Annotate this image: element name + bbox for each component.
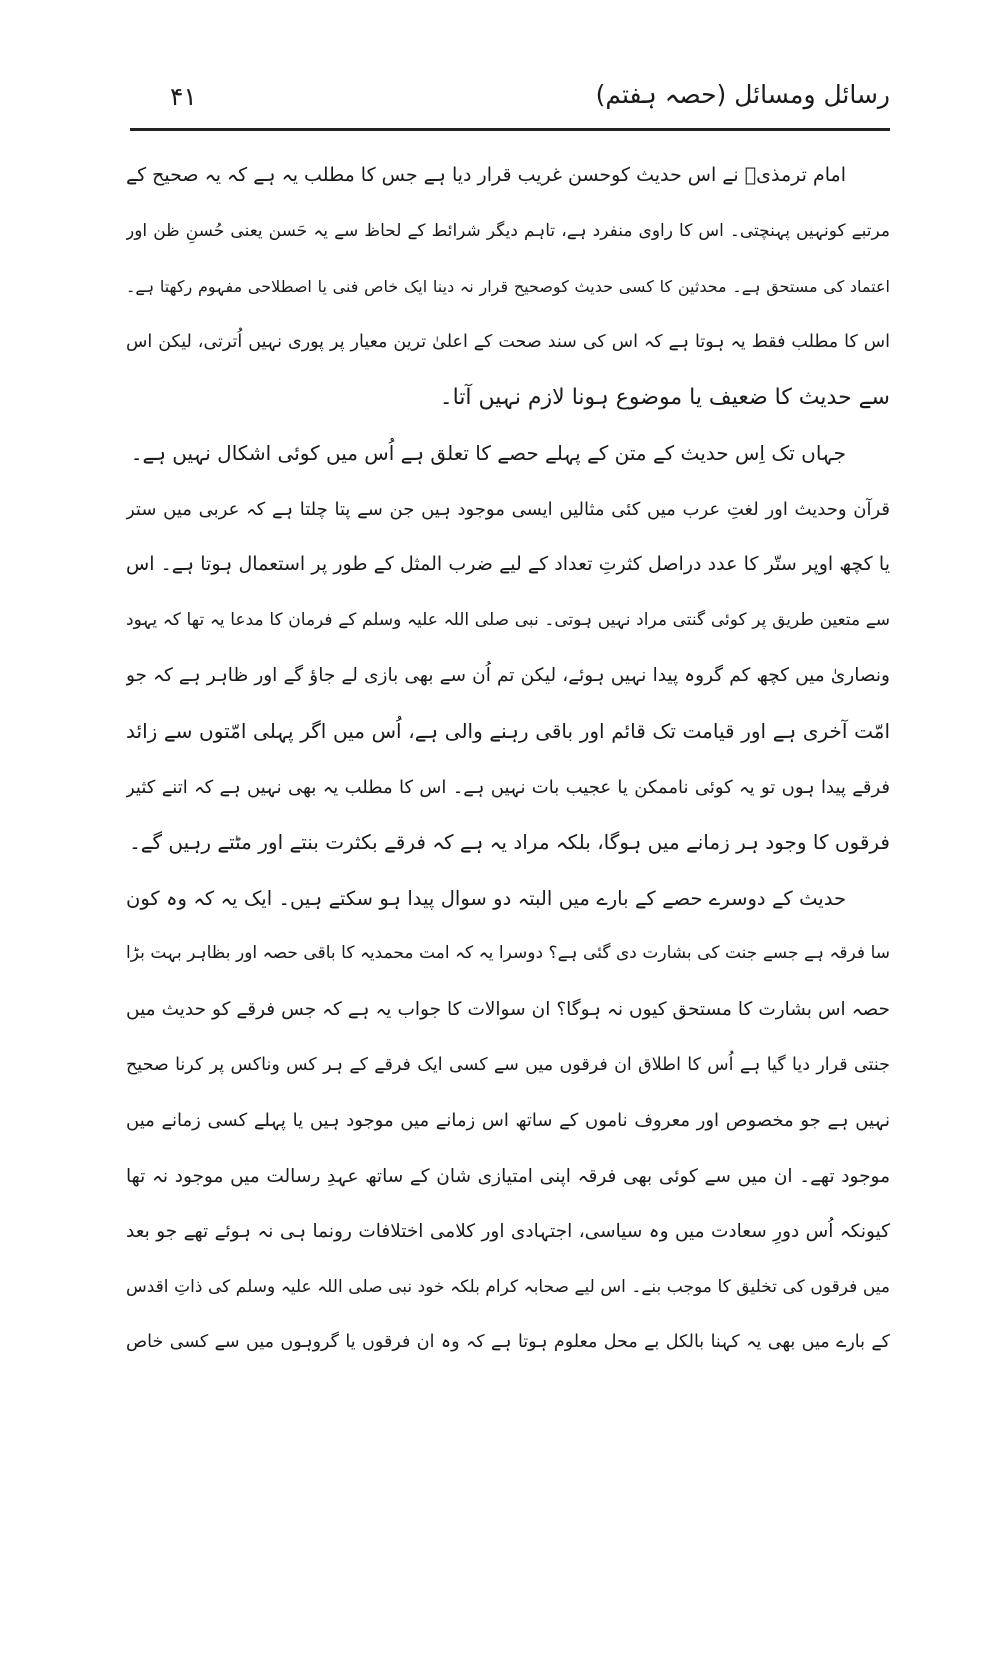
page-header [130,78,890,128]
text-line: حدیث کے دوسرے حصے کے بارے میں البتہ دو سوال پیدا ہو سکتے ہیں۔ ایک یہ کہ وہ کون [126,886,846,910]
page-number: ۴۱ [170,82,197,111]
header-rule [130,128,890,131]
text-line: اس کا مطلب فقط یہ ہوتا ہے کہ اس کی سند صحت کے اعلیٰ ترین معیار پر پوری نہیں اُترتی، لیکن اس [126,331,890,352]
text-line: اعتماد کی مستحق ہے۔ محدثین کا کسی حدیث کوصحیح قرار نہ دینا ایک خاص فنی یا اصطلاحی مفہوم رکھتا ہے۔ [126,277,890,297]
text-line: حصہ اس بشارت کا مستحق کیوں نہ ہوگا؟ ان سوالات کا جواب یہ ہے کہ جس فرقے کو حدیث میں [126,998,890,1020]
text-line: امّت آخری ہے اور قیامت تک قائم اور باقی رہنے والی ہے، اُس میں اگر پہلی امّتوں سے زائد [126,718,890,743]
text-line: یا کچھ اوپر ستّر کا عدد دراصل کثرتِ تعداد کے لیے ضرب المثل کے طور پر استعمال ہوتا ہے۔ اس [126,553,890,576]
text-line: میں فرقوں کی تخلیق کا موجب بنے۔ اس لیے صحابہ کرام بلکہ خود نبی صلی اللہ علیہ وسلم کی ذاتِ اقدس [126,1276,890,1297]
text-line: فرقے پیدا ہوں تو یہ کوئی ناممکن یا عجیب بات نہیں ہے۔ اس کا مطلب یہ بھی نہیں ہے کہ اتنے کثیر [126,776,890,798]
text-line: جنتی قرار دیا گیا ہے اُس کا اطلاق ان فرقوں میں سے کسی ایک فرقے کے ہر کس وناکس پر کرنا صحیح [126,1054,890,1075]
text-line: امام ترمذیؒ نے اس حدیث کوحسن غریب قرار دیا ہے جس کا مطلب یہ ہے کہ یہ صحیح کے [126,164,846,186]
text-line: سا فرقہ ہے جسے جنت کی بشارت دی گئی ہے؟ دوسرا یہ کہ امت محمدیہ کا باقی حصہ اور بظاہر بہت بڑا [126,943,890,964]
text-line: سے متعین طریق پر کوئی گنتی مراد نہیں ہوتی۔ نبی صلی اللہ علیہ وسلم کے فرمان کا مدعا یہ تھا کہ یہود [126,609,890,630]
text-line: کیونکہ اُس دورِ سعادت میں وہ سیاسی، اجتہادی اور کلامی اختلافات رونما ہی نہ ہوئے تھے جو بعد [126,1221,890,1243]
text-line: فرقوں کا وجود ہر زمانے میں ہوگا، بلکہ مراد یہ ہے کہ فرقے بکثرت بنتے اور مٹتے رہیں گے۔ [129,830,890,855]
text-line: موجود تھے۔ ان میں سے کوئی بھی فرقہ اپنی امتیازی شان کے ساتھ عہدِ رسالت میں موجود نہ تھا [126,1165,890,1187]
text-line: مرتبے کونہیں پہنچتی۔ اس کا راوی منفرد ہے، تاہم دیگر شرائط کے لحاظ سے یہ حَسن یعنی حُسنِ ظن اور [126,220,890,241]
body-text [126,148,890,1371]
text-line: جہاں تک اِس حدیث کے متن کے پہلے حصے کا تعلق ہے اُس میں کوئی اشکال نہیں ہے۔ [130,440,846,465]
running-title: رسائل ومسائل (حصہ ہفتم) [595,80,890,109]
text-line: ونصاریٰ میں کچھ کم گروہ پیدا نہیں ہوئے، لیکن تم اُن سے بھی بازی لے جاؤ گے اور ظاہر ہے کہ جو [126,665,890,687]
text-line: کے بارے میں بھی یہ کہنا بالکل بے محل معلوم ہوتا ہے کہ وہ ان فرقوں یا گروہوں میں سے کسی خاص [126,1332,890,1353]
text-line: نہیں ہے جو مخصوص اور معروف ناموں کے ساتھ اس زمانے میں موجود ہیں یا پہلے کسی زمانے میں [126,1110,890,1132]
text-line: سے حدیث کا ضعیف یا موضوع ہونا لازم نہیں آتا۔ [439,385,890,411]
text-line: قرآن وحدیث اور لغتِ عرب میں کئی مثالیں ایسی موجود ہیں جن سے پتا چلتا ہے کہ عربی میں ستر [126,498,890,520]
